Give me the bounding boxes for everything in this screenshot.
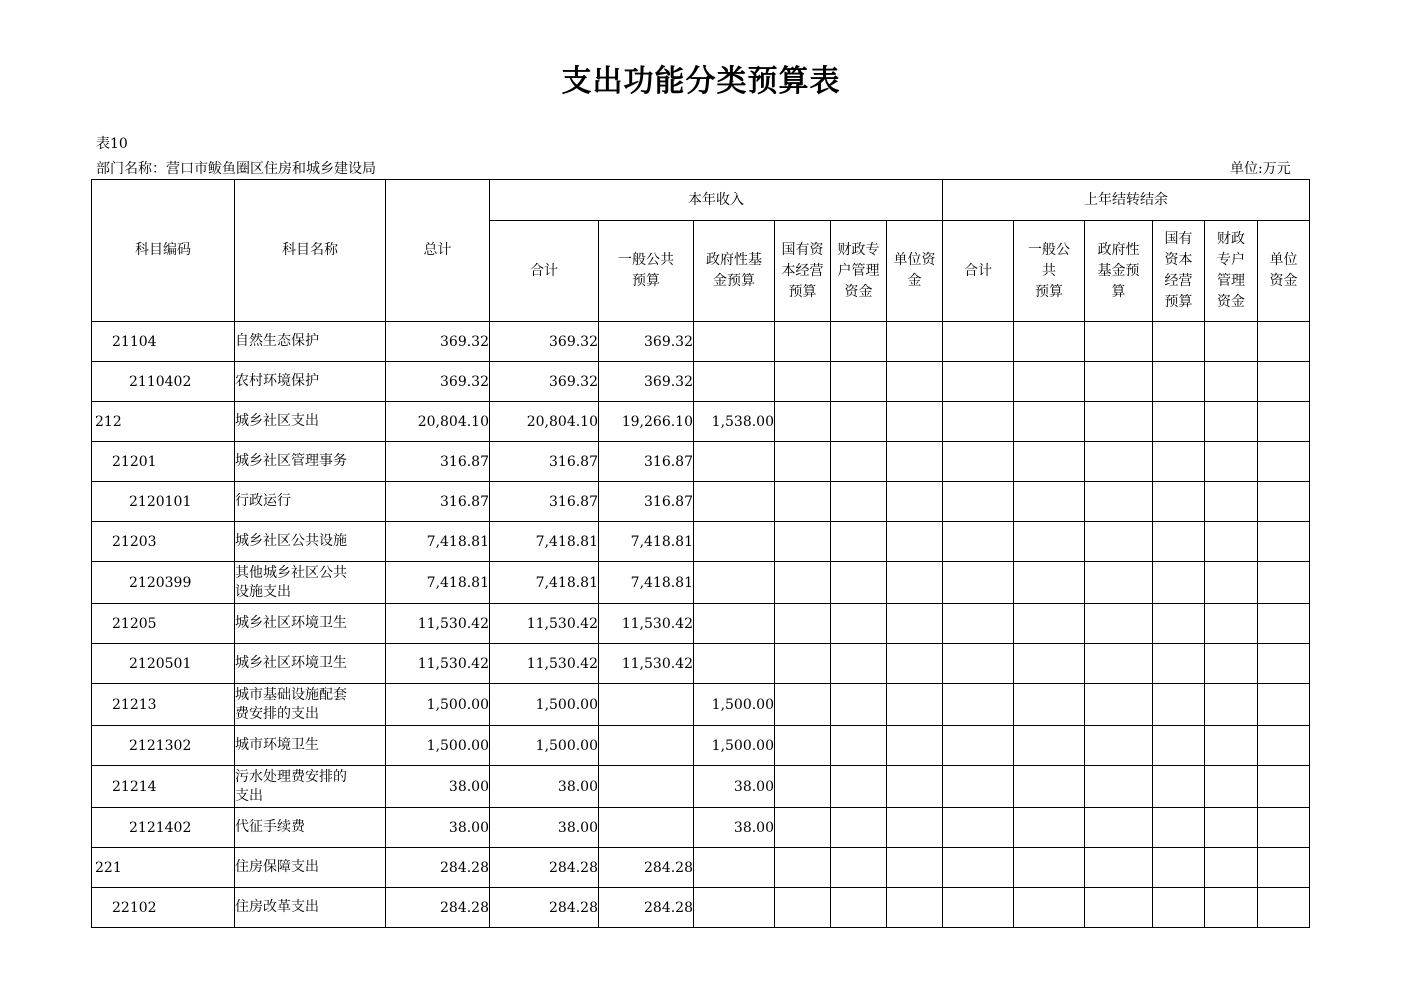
row-empty-cell <box>1085 808 1153 848</box>
row-empty-cell <box>1085 322 1153 362</box>
header-prior-sub: 财政 专户 管理 资金 <box>1205 221 1258 322</box>
row-current-sum: 20,804.10 <box>490 402 599 442</box>
row-empty-cell <box>887 442 943 482</box>
row-empty-cell <box>887 766 943 808</box>
row-empty-cell <box>775 322 831 362</box>
row-current-sum: 284.28 <box>490 888 599 928</box>
row-empty-cell <box>1258 684 1310 726</box>
table-row <box>92 644 1310 684</box>
row-empty-cell <box>887 402 943 442</box>
row-empty-cell <box>1014 684 1085 726</box>
row-name: 代征手续费 <box>235 808 386 848</box>
row-empty-cell <box>1014 482 1085 522</box>
row-empty-cell <box>775 482 831 522</box>
row-empty-cell <box>943 402 1014 442</box>
row-empty-cell <box>1205 402 1258 442</box>
row-empty-cell <box>1153 766 1205 808</box>
row-empty-cell <box>1205 726 1258 766</box>
row-current-sum: 11,530.42 <box>490 644 599 684</box>
row-current-sum: 38.00 <box>490 808 599 848</box>
row-empty-cell <box>1153 644 1205 684</box>
row-total: 20,804.10 <box>386 402 490 442</box>
row-empty-cell <box>1205 362 1258 402</box>
row-empty-cell <box>887 684 943 726</box>
row-empty-cell <box>887 362 943 402</box>
row-empty-cell <box>1085 402 1153 442</box>
row-empty-cell <box>775 766 831 808</box>
row-empty-cell <box>775 684 831 726</box>
row-empty-cell <box>1085 684 1153 726</box>
row-empty-cell <box>831 726 887 766</box>
row-gov-fund-budget: 38.00 <box>694 766 775 808</box>
row-gov-fund-budget <box>694 322 775 362</box>
row-name: 农村环境保护 <box>235 362 386 402</box>
header-current-sub: 单位资 金 <box>887 221 943 322</box>
row-empty-cell <box>1205 482 1258 522</box>
row-general-budget: 369.32 <box>599 322 694 362</box>
row-empty-cell <box>1205 322 1258 362</box>
row-empty-cell <box>1085 766 1153 808</box>
table-row <box>92 442 1310 482</box>
row-empty-cell <box>887 808 943 848</box>
row-empty-cell <box>1085 644 1153 684</box>
row-empty-cell <box>1258 888 1310 928</box>
header-current-sub: 一般公共 预算 <box>599 221 694 322</box>
row-empty-cell <box>1085 726 1153 766</box>
row-total: 284.28 <box>386 848 490 888</box>
row-empty-cell <box>831 362 887 402</box>
row-general-budget: 7,418.81 <box>599 522 694 562</box>
row-empty-cell <box>943 808 1014 848</box>
row-empty-cell <box>1153 848 1205 888</box>
row-empty-cell <box>943 848 1014 888</box>
row-total: 7,418.81 <box>386 562 490 604</box>
header-current-year: 本年收入 <box>490 180 943 221</box>
row-code: 212 <box>92 402 235 442</box>
table-row <box>92 848 1310 888</box>
header-prior-year: 上年结转结余 <box>943 180 1310 221</box>
row-empty-cell <box>1153 522 1205 562</box>
row-empty-cell <box>1258 644 1310 684</box>
department-name: 部门名称：营口市鲅鱼圈区住房和城乡建设局 <box>96 161 376 177</box>
header-current-sub: 国有资 本经营 预算 <box>775 221 831 322</box>
row-general-budget: 316.87 <box>599 442 694 482</box>
row-current-sum: 7,418.81 <box>490 562 599 604</box>
table-row <box>92 402 1310 442</box>
row-empty-cell <box>1014 402 1085 442</box>
row-total: 1,500.00 <box>386 684 490 726</box>
row-empty-cell <box>1014 322 1085 362</box>
row-empty-cell <box>1153 562 1205 604</box>
row-empty-cell <box>1014 848 1085 888</box>
table-row <box>92 322 1310 362</box>
row-general-budget: 369.32 <box>599 362 694 402</box>
row-empty-cell <box>887 562 943 604</box>
row-empty-cell <box>1258 848 1310 888</box>
header-total: 总计 <box>386 180 490 322</box>
row-gov-fund-budget <box>694 362 775 402</box>
row-empty-cell <box>1153 402 1205 442</box>
row-empty-cell <box>1014 808 1085 848</box>
row-empty-cell <box>887 644 943 684</box>
unit-label: 单位:万元 <box>1230 161 1291 177</box>
row-current-sum: 316.87 <box>490 482 599 522</box>
row-empty-cell <box>1258 726 1310 766</box>
row-empty-cell <box>1153 482 1205 522</box>
row-name: 城乡社区环境卫生 <box>235 604 386 644</box>
row-empty-cell <box>1153 604 1205 644</box>
row-empty-cell <box>1153 684 1205 726</box>
row-current-sum: 1,500.00 <box>490 684 599 726</box>
row-empty-cell <box>1014 766 1085 808</box>
row-empty-cell <box>1205 848 1258 888</box>
row-total: 369.32 <box>386 362 490 402</box>
table-row <box>92 726 1310 766</box>
header-current-sub: 财政专 户管理 资金 <box>831 221 887 322</box>
row-empty-cell <box>775 562 831 604</box>
row-empty-cell <box>887 604 943 644</box>
row-total: 11,530.42 <box>386 604 490 644</box>
row-total: 316.87 <box>386 442 490 482</box>
table-row <box>92 562 1310 604</box>
header-prior-sub: 国有 资本 经营 预算 <box>1153 221 1205 322</box>
row-empty-cell <box>775 888 831 928</box>
row-empty-cell <box>775 402 831 442</box>
row-code: 21213 <box>92 684 235 726</box>
row-empty-cell <box>775 522 831 562</box>
row-name: 城乡社区管理事务 <box>235 442 386 482</box>
row-general-budget: 7,418.81 <box>599 562 694 604</box>
row-empty-cell <box>831 848 887 888</box>
row-empty-cell <box>1014 644 1085 684</box>
row-empty-cell <box>943 684 1014 726</box>
row-empty-cell <box>1085 604 1153 644</box>
row-empty-cell <box>1085 562 1153 604</box>
row-general-budget: 316.87 <box>599 482 694 522</box>
row-empty-cell <box>831 442 887 482</box>
row-current-sum: 11,530.42 <box>490 604 599 644</box>
row-empty-cell <box>1258 604 1310 644</box>
table-row <box>92 808 1310 848</box>
row-empty-cell <box>831 808 887 848</box>
row-total: 369.32 <box>386 322 490 362</box>
row-empty-cell <box>831 522 887 562</box>
row-gov-fund-budget: 1,538.00 <box>694 402 775 442</box>
row-empty-cell <box>831 482 887 522</box>
row-total: 11,530.42 <box>386 644 490 684</box>
row-empty-cell <box>943 644 1014 684</box>
row-empty-cell <box>831 604 887 644</box>
row-empty-cell <box>1153 726 1205 766</box>
row-gov-fund-budget <box>694 562 775 604</box>
row-empty-cell <box>943 362 1014 402</box>
row-gov-fund-budget <box>694 644 775 684</box>
row-empty-cell <box>831 322 887 362</box>
row-empty-cell <box>831 888 887 928</box>
row-gov-fund-budget: 38.00 <box>694 808 775 848</box>
table-row <box>92 482 1310 522</box>
header-code: 科目编码 <box>92 180 235 322</box>
row-empty-cell <box>943 442 1014 482</box>
header-prior-sub: 一般公 共 预算 <box>1014 221 1085 322</box>
row-empty-cell <box>1153 808 1205 848</box>
row-empty-cell <box>1205 808 1258 848</box>
row-current-sum: 316.87 <box>490 442 599 482</box>
row-empty-cell <box>775 848 831 888</box>
row-current-sum: 369.32 <box>490 322 599 362</box>
row-empty-cell <box>1258 402 1310 442</box>
row-code: 21214 <box>92 766 235 808</box>
row-empty-cell <box>1205 766 1258 808</box>
row-empty-cell <box>887 322 943 362</box>
header-prior-sub: 单位 资金 <box>1258 221 1310 322</box>
row-empty-cell <box>775 726 831 766</box>
row-empty-cell <box>1258 362 1310 402</box>
row-empty-cell <box>1014 562 1085 604</box>
row-general-budget: 11,530.42 <box>599 604 694 644</box>
row-name: 住房保障支出 <box>235 848 386 888</box>
row-empty-cell <box>1205 442 1258 482</box>
row-empty-cell <box>831 766 887 808</box>
row-gov-fund-budget <box>694 482 775 522</box>
row-code: 2120501 <box>92 644 235 684</box>
row-total: 1,500.00 <box>386 726 490 766</box>
table-row <box>92 888 1310 928</box>
row-empty-cell <box>887 848 943 888</box>
row-code: 221 <box>92 848 235 888</box>
row-empty-cell <box>887 888 943 928</box>
row-code: 21203 <box>92 522 235 562</box>
row-name: 城乡社区公共设施 <box>235 522 386 562</box>
row-code: 2120101 <box>92 482 235 522</box>
row-empty-cell <box>943 482 1014 522</box>
table-row <box>92 684 1310 726</box>
row-code: 21104 <box>92 322 235 362</box>
row-empty-cell <box>1014 888 1085 928</box>
row-name: 城市基础设施配套 费安排的支出 <box>235 684 386 726</box>
header-prior-sub: 政府性 基金预 算 <box>1085 221 1153 322</box>
row-empty-cell <box>1258 442 1310 482</box>
row-empty-cell <box>887 482 943 522</box>
row-empty-cell <box>1153 322 1205 362</box>
row-code: 21201 <box>92 442 235 482</box>
row-total: 38.00 <box>386 766 490 808</box>
row-gov-fund-budget: 1,500.00 <box>694 684 775 726</box>
row-name: 污水处理费安排的 支出 <box>235 766 386 808</box>
row-current-sum: 369.32 <box>490 362 599 402</box>
row-empty-cell <box>887 726 943 766</box>
page-title: 支出功能分类预算表 <box>561 64 841 99</box>
row-gov-fund-budget <box>694 848 775 888</box>
row-total: 316.87 <box>386 482 490 522</box>
row-code: 22102 <box>92 888 235 928</box>
row-empty-cell <box>943 322 1014 362</box>
row-name: 住房改革支出 <box>235 888 386 928</box>
row-name: 城乡社区支出 <box>235 402 386 442</box>
table-row <box>92 362 1310 402</box>
row-empty-cell <box>775 604 831 644</box>
row-general-budget <box>599 766 694 808</box>
row-current-sum: 1,500.00 <box>490 726 599 766</box>
row-empty-cell <box>1153 888 1205 928</box>
row-gov-fund-budget <box>694 888 775 928</box>
row-gov-fund-budget <box>694 442 775 482</box>
row-name: 城乡社区环境卫生 <box>235 644 386 684</box>
row-empty-cell <box>775 808 831 848</box>
row-empty-cell <box>1153 442 1205 482</box>
header-current-sub: 政府性基 金预算 <box>694 221 775 322</box>
row-empty-cell <box>1014 604 1085 644</box>
row-name: 自然生态保护 <box>235 322 386 362</box>
row-empty-cell <box>831 644 887 684</box>
row-general-budget: 11,530.42 <box>599 644 694 684</box>
row-empty-cell <box>1258 562 1310 604</box>
row-name: 城市环境卫生 <box>235 726 386 766</box>
header-prior-sub: 合计 <box>943 221 1014 322</box>
row-empty-cell <box>1205 684 1258 726</box>
row-code: 2110402 <box>92 362 235 402</box>
row-empty-cell <box>1205 888 1258 928</box>
row-empty-cell <box>1258 766 1310 808</box>
row-total: 7,418.81 <box>386 522 490 562</box>
row-empty-cell <box>1085 482 1153 522</box>
row-code: 21205 <box>92 604 235 644</box>
header-current-sub: 合计 <box>490 221 599 322</box>
row-empty-cell <box>943 522 1014 562</box>
row-general-budget <box>599 808 694 848</box>
row-empty-cell <box>943 888 1014 928</box>
row-empty-cell <box>1258 482 1310 522</box>
row-empty-cell <box>1205 644 1258 684</box>
row-empty-cell <box>943 562 1014 604</box>
row-empty-cell <box>775 644 831 684</box>
row-empty-cell <box>1014 522 1085 562</box>
row-empty-cell <box>1085 522 1153 562</box>
row-empty-cell <box>1258 322 1310 362</box>
row-empty-cell <box>1014 726 1085 766</box>
row-empty-cell <box>943 604 1014 644</box>
row-empty-cell <box>1205 562 1258 604</box>
row-gov-fund-budget <box>694 522 775 562</box>
row-empty-cell <box>831 402 887 442</box>
row-name: 行政运行 <box>235 482 386 522</box>
row-gov-fund-budget <box>694 604 775 644</box>
row-current-sum: 7,418.81 <box>490 522 599 562</box>
header-name: 科目名称 <box>235 180 386 322</box>
row-empty-cell <box>887 522 943 562</box>
row-code: 2121402 <box>92 808 235 848</box>
row-empty-cell <box>1153 362 1205 402</box>
row-empty-cell <box>1085 848 1153 888</box>
table-row <box>92 604 1310 644</box>
row-empty-cell <box>1258 522 1310 562</box>
row-general-budget: 284.28 <box>599 888 694 928</box>
row-empty-cell <box>1014 442 1085 482</box>
row-empty-cell <box>943 726 1014 766</box>
row-general-budget <box>599 684 694 726</box>
row-general-budget <box>599 726 694 766</box>
row-empty-cell <box>831 562 887 604</box>
row-empty-cell <box>1205 522 1258 562</box>
row-code: 2121302 <box>92 726 235 766</box>
sheet-number: 表10 <box>96 136 128 152</box>
row-empty-cell <box>775 442 831 482</box>
row-empty-cell <box>1258 808 1310 848</box>
row-total: 38.00 <box>386 808 490 848</box>
row-current-sum: 38.00 <box>490 766 599 808</box>
table-row <box>92 766 1310 808</box>
row-general-budget: 284.28 <box>599 848 694 888</box>
row-total: 284.28 <box>386 888 490 928</box>
row-empty-cell <box>1085 888 1153 928</box>
row-empty-cell <box>1014 362 1085 402</box>
row-empty-cell <box>1085 362 1153 402</box>
row-gov-fund-budget: 1,500.00 <box>694 726 775 766</box>
row-name: 其他城乡社区公共 设施支出 <box>235 562 386 604</box>
row-empty-cell <box>943 766 1014 808</box>
table-row <box>92 522 1310 562</box>
row-empty-cell <box>1205 604 1258 644</box>
row-empty-cell <box>831 684 887 726</box>
row-empty-cell <box>1085 442 1153 482</box>
row-code: 2120399 <box>92 562 235 604</box>
row-current-sum: 284.28 <box>490 848 599 888</box>
row-empty-cell <box>775 362 831 402</box>
row-general-budget: 19,266.10 <box>599 402 694 442</box>
budget-table <box>91 179 1310 928</box>
